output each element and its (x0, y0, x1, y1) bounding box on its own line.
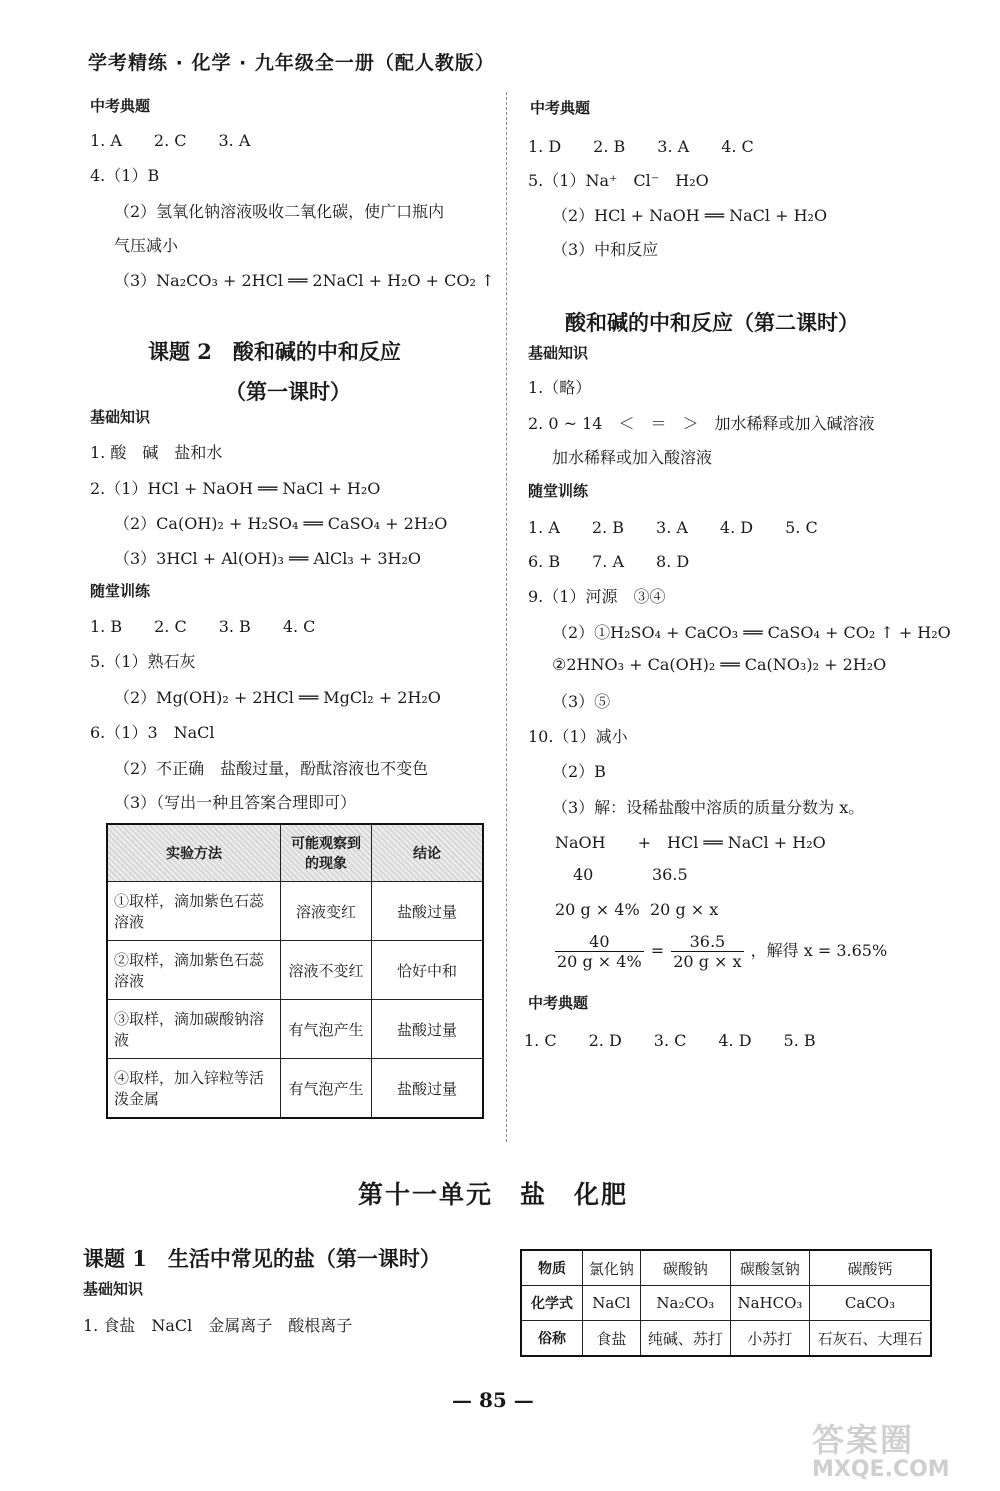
table-cell: 盐酸过量 (372, 882, 484, 941)
table-row (107, 941, 483, 1000)
lesson-title: 课题 2 酸和碱的中和反应 (148, 339, 401, 364)
table-row (107, 1000, 483, 1059)
table-cell: 纯碱、苏打 (640, 1321, 730, 1357)
equals-sign: = (650, 941, 665, 960)
table-header-cell: 可能观察到的现象 (281, 824, 372, 882)
answer-line: （2）①H₂SO₄ + CaCO₃ ══ CaSO₄ + CO₂ ↑ + H₂O (552, 623, 951, 642)
answer-line: （2）氢氧化钠溶液吸收二氧化碳，使广口瓶内 (114, 202, 445, 221)
table-cell: 盐酸过量 (372, 1059, 484, 1119)
answer-line: 6.（1）3 NaCl (90, 723, 215, 742)
lesson-subtitle: （第一课时） (225, 379, 351, 404)
lesson-title: 课题 1 生活中常见的盐（第一课时） (83, 1246, 441, 1271)
table-row (521, 1250, 931, 1286)
table-cell: 碳酸氢钠 (730, 1250, 809, 1286)
section-heading-basics: 基础知识 (528, 344, 589, 362)
answer-line: 2. 0 ~ 14 ＜ ＝ ＞ 加水稀释或加入碱溶液 (528, 414, 875, 433)
section-heading-basics: 基础知识 (83, 1280, 144, 1298)
table-row (107, 1059, 483, 1119)
table-cell: NaCl (583, 1286, 641, 1321)
answer-line: 9.（1）河源 ③④ (528, 587, 666, 606)
table-header-cell: 实验方法 (107, 824, 281, 882)
answer-line: 1. A 2. C 3. A (90, 131, 251, 150)
table-cell: 碳酸钠 (640, 1250, 730, 1286)
section-heading-zhongkao: 中考典题 (528, 994, 589, 1012)
answer-line: 1. C 2. D 3. C 4. D 5. B (524, 1031, 816, 1050)
table-row (107, 882, 483, 941)
answer-line: （2）Mg(OH)₂ + 2HCl ══ MgCl₂ + 2H₂O (114, 688, 441, 707)
table-cell: 食盐 (583, 1321, 641, 1357)
table-cell: 俗称 (521, 1321, 583, 1357)
fraction (671, 932, 743, 971)
molar-mass: 36.5 (652, 865, 688, 884)
column-divider (506, 92, 507, 1142)
table-cell: ③取样，滴加碳酸钠溶液 (107, 1000, 281, 1059)
table-header-cell: 结论 (372, 824, 484, 882)
section-heading-practice: 随堂训练 (90, 582, 151, 600)
mass-expression: 20 g × 4% (555, 900, 640, 919)
page-number: — 85 — (452, 1388, 534, 1412)
answer-line: （3）3HCl + Al(OH)₃ ══ AlCl₃ + 3H₂O (114, 549, 422, 568)
table-cell: Na₂CO₃ (640, 1286, 730, 1321)
answer-line: （2）B (552, 762, 606, 781)
equation-line: NaOH + HCl ══ NaCl + H₂O (555, 833, 826, 852)
experiment-table (106, 823, 484, 1119)
answer-line: （3）（写出一种且答案合理即可） (114, 793, 357, 812)
table-cell: 恰好中和 (372, 941, 484, 1000)
table-cell: 化学式 (521, 1286, 583, 1321)
section-heading-practice: 随堂训练 (528, 482, 589, 500)
table-cell: CaCO₃ (810, 1286, 932, 1321)
table-cell: 溶液变红 (281, 882, 372, 941)
molar-mass: 40 (573, 865, 594, 884)
fraction-denominator: 20 g × x (673, 952, 742, 971)
table-cell: ④取样，加入锌粒等活泼金属 (107, 1059, 281, 1119)
section-heading-zhongkao: 中考典题 (530, 99, 591, 117)
answer-line: 气压减小 (114, 236, 179, 255)
answer-line: 1. B 2. C 3. B 4. C (90, 617, 316, 636)
table-cell: 氯化钠 (583, 1250, 641, 1286)
answer-line: 1. D 2. B 3. A 4. C (528, 137, 754, 156)
answer-line: 1. 食盐 NaCl 金属离子 酸根离子 (83, 1316, 353, 1335)
table-header-row (107, 824, 483, 882)
watermark-logo (812, 1415, 992, 1487)
table-cell: NaHCO₃ (730, 1286, 809, 1321)
table-cell: ①取样，滴加紫色石蕊溶液 (107, 882, 281, 941)
table-row (521, 1321, 931, 1357)
answer-line: （3）Na₂CO₃ + 2HCl ══ 2NaCl + H₂O + CO₂ ↑ (114, 271, 495, 290)
answer-line: 2.（1）HCl + NaOH ══ NaCl + H₂O (90, 479, 381, 498)
table-cell: 有气泡产生 (281, 1000, 372, 1059)
fraction-numerator: 40 (555, 932, 644, 952)
answer-line: 加水稀释或加入酸溶液 (552, 448, 713, 467)
proportion-equation (553, 932, 887, 971)
table-cell: 物质 (521, 1250, 583, 1286)
table-cell: 石灰石、大理石 (810, 1321, 932, 1357)
answer-line: 5.（1）Na⁺ Cl⁻ H₂O (528, 171, 709, 190)
answer-line: 1. 酸 碱 盐和水 (90, 443, 223, 462)
table-cell: 小苏打 (730, 1321, 809, 1357)
result-text: ，解得 x = 3.65% (750, 941, 888, 960)
answer-line: 1.（略） (528, 378, 592, 397)
table-cell: 溶液不变红 (281, 941, 372, 1000)
answer-line: 4.（1）B (90, 166, 160, 185)
answer-line: （2）HCl + NaOH ══ NaCl + H₂O (552, 206, 828, 225)
answer-line: （3）解：设稀盐酸中溶质的质量分数为 x。 (552, 798, 865, 817)
answer-line: ②2HNO₃ + Ca(OH)₂ ══ Ca(NO₃)₂ + 2H₂O (552, 655, 887, 674)
table-cell: 碳酸钙 (810, 1250, 932, 1286)
fraction (555, 932, 644, 971)
unit-title: 第十一单元 盐 化肥 (358, 1180, 629, 1209)
table-row (521, 1286, 931, 1321)
answer-line: （2）Ca(OH)₂ + H₂SO₄ ══ CaSO₄ + 2H₂O (114, 514, 448, 533)
table-cell: ②取样，滴加紫色石蕊溶液 (107, 941, 281, 1000)
answer-line: 10.（1）减小 (528, 727, 628, 746)
lesson-title: 酸和碱的中和反应（第二课时） (565, 310, 859, 335)
watermark-text: 答案圈 (812, 1421, 915, 1459)
page-header: 学考精练 · 化学 · 九年级全一册（配人教版） (88, 52, 495, 74)
fraction-numerator: 36.5 (671, 932, 743, 952)
section-heading-zhongkao: 中考典题 (90, 97, 151, 115)
mass-expression: 20 g × x (650, 900, 719, 919)
answer-line: （2）不正确 盐酸过量，酚酞溶液也不变色 (114, 759, 429, 778)
fraction-denominator: 20 g × 4% (557, 952, 642, 971)
salt-table (520, 1249, 932, 1357)
table-cell: 有气泡产生 (281, 1059, 372, 1119)
watermark-url: MXQE.COM (812, 1457, 950, 1482)
section-heading-basics: 基础知识 (90, 408, 151, 426)
table-cell: 盐酸过量 (372, 1000, 484, 1059)
answer-line: 1. A 2. B 3. A 4. D 5. C (528, 518, 818, 537)
answer-line: （3）中和反应 (552, 240, 659, 259)
answer-line: 5.（1）熟石灰 (90, 652, 196, 671)
answer-line: （3）⑤ (552, 692, 611, 711)
answer-line: 6. B 7. A 8. D (528, 552, 690, 571)
